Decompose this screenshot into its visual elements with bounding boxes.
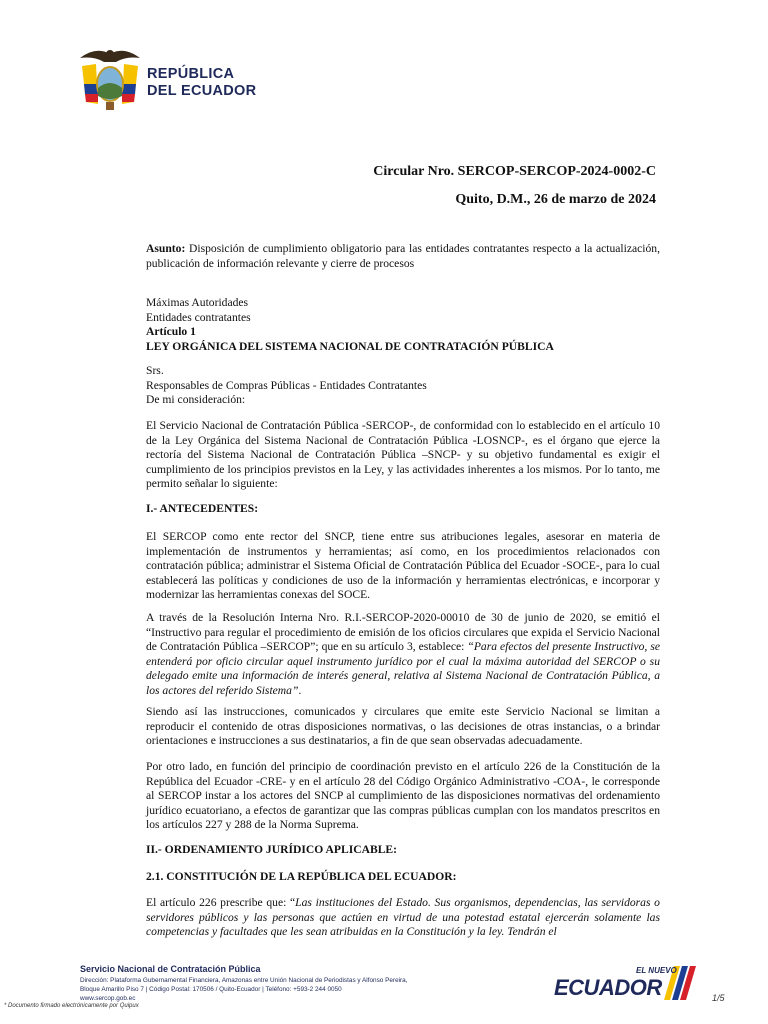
section-2-paragraph-1	[146, 896, 660, 940]
footer-website-link[interactable]: www.sercop.gob.ec	[80, 995, 136, 1002]
recipient-line-1: Máximas Autoridades	[146, 296, 249, 309]
brand-top-text: EL NUEVO	[636, 966, 677, 975]
page-number: 1/5	[712, 993, 725, 1003]
coat-of-arms-icon	[76, 44, 146, 114]
section-2-subtitle: 2.1. CONSTITUCIÓN DE LA REPÚBLICA DEL ECUADOR:	[146, 870, 457, 883]
recipients-block	[146, 296, 660, 354]
section-1-paragraph-4: Por otro lado, en función del principio de coordinación previsto en el artículo 226 de la Constitución de la República del Ecuador -CRE- y en el artículo 28 del Código Orgánico Administrativo -COA-, le corresponde al SERCOP instar a los actores del SNCP al cumplimiento de las disposiciones normativas del ordenamiento jurídico ecuatoriano, a efectos de garantizar que las compras públicas cumplan con los mandatos prescritos en los artículos 227 y 288 de la Norma Suprema.	[146, 760, 660, 832]
law-title: LEY ORGÁNICA DEL SISTEMA NACIONAL DE CONTRATACIÓN PÚBLICA	[146, 339, 554, 353]
paragraph-2-text: A través de la Resolución Interna Nro. R.I.-SERCOP-2020-00010 de 30 de junio de 2020, se emitió el “Instructivo para regular el procedimiento de emisión de los oficios circulares que expida el Servicio Nacional de Contratación Pública –SERCOP”; que en su artículo 3, establece:	[146, 611, 660, 654]
subject-text: Disposición de cumplimiento obligatorio para las entidades contratantes respecto a la actualización, publicación de información relevante y cierre de procesos	[146, 242, 660, 270]
section-1-paragraph-2	[146, 611, 660, 699]
article-label: Artículo 1	[146, 325, 196, 339]
subject-paragraph	[146, 242, 660, 271]
salutation-line-3: De mi consideración:	[146, 393, 246, 407]
paragraph-2-end: .	[298, 683, 302, 697]
footer-address: Dirección: Plataforma Gubernamental Financiera, Amazonas entre Unión Nacional de Periodistas y Alfonso Pereira,	[80, 977, 408, 984]
recipient-line-2: Entidades contratantes	[146, 310, 251, 324]
salutation-block	[146, 364, 660, 408]
signature-note: * Documento firmado electrónicamente por Quipux	[4, 1003, 139, 1009]
article-226-intro: El artículo 226 prescribe que: “	[146, 896, 296, 909]
article-226-quote: Las instituciones del Estado. Sus organismos, dependencias, las servidoras o servidores públicos y las personas que actúen en virtud de una potestad estatal ejercerán solamente las competencias y facultades que les sean atribuidas en la Constitución y la ley. Tendrán el	[146, 896, 660, 939]
section-1-paragraph-3: Siendo así las instrucciones, comunicados y circulares que emite este Servicio Nacional se limitan a reproducir el contenido de otras disposiciones normativas, o las decisiones de otras instancias, o a brindar orientaciones e instrucciones a sus destinatarios, a fin de que sean observadas adecuadamente.	[146, 705, 660, 748]
el-nuevo-ecuador-logo	[552, 962, 700, 1002]
salutation-line-2: Responsables de Compras Públicas - Entidades Contratantes	[146, 378, 427, 392]
section-2-title: II.- ORDENAMIENTO JURÍDICO APLICABLE:	[146, 843, 398, 856]
intro-paragraph: El Servicio Nacional de Contratación Pública -SERCOP-, de conformidad con lo establecido en el artículo 10 de la Ley Orgánica del Sistema Nacional de Contratación Pública -LOSNCP-, es el órgano que ejerce la rectoría del Sistema Nacional de Contratación Pública –SNCP- y su objetivo fundamental es exigir el cumplimiento de los principios previstos en la Ley, y las actividades inherentes a los mismos. Por lo tanto, me permito señalar lo siguiente:	[146, 419, 660, 491]
document-date: Quito, D.M., 26 de marzo de 2024	[455, 192, 656, 207]
logo-line-1: REPÚBLICA	[147, 66, 235, 82]
salutation-line-1: Srs.	[146, 364, 164, 377]
brand-text: ECUADOR	[554, 975, 662, 1000]
subject-label: Asunto:	[146, 242, 186, 255]
logo-line-2: DEL ECUADOR	[147, 83, 257, 99]
republic-logo-text	[147, 66, 256, 100]
section-1-paragraph-1: El SERCOP como ente rector del SNCP, tiene entre sus atribuciones legales, asesorar en materia de implementación de instrumentos y herramientas; así como, en los procedimientos relacionados con contratación pública; administrar el Sistema Oficial de Contratación Pública del Ecuador -SOCE-, para lo cual establecerá las políticas y condiciones de uso de la información y herramientas electrónicas, e incorporar y modernizar las herramientas conexas del SOCE.	[146, 530, 660, 602]
section-1-title: I.- ANTECEDENTES:	[146, 502, 259, 515]
circular-number: Circular Nro. SERCOP-SERCOP-2024-0002-C	[373, 164, 656, 179]
footer-contact: Bloque Amarillo Piso 7 | Código Postal: 170506 / Quito-Ecuador | Teléfono: +593-2 244 0050	[80, 986, 342, 993]
footer-title: Servicio Nacional de Contratación Pública	[80, 964, 261, 974]
paragraph-2-quote: “Para efectos del presente Instructivo, se entenderá por oficio circular aquel instrumento jurídico por el cual la máxima autoridad del SERCOP o su delegado emite una información de interés general, relativa al Sistema Nacional de Contratación Pública, a los actores del referido Sistema”	[146, 640, 660, 697]
